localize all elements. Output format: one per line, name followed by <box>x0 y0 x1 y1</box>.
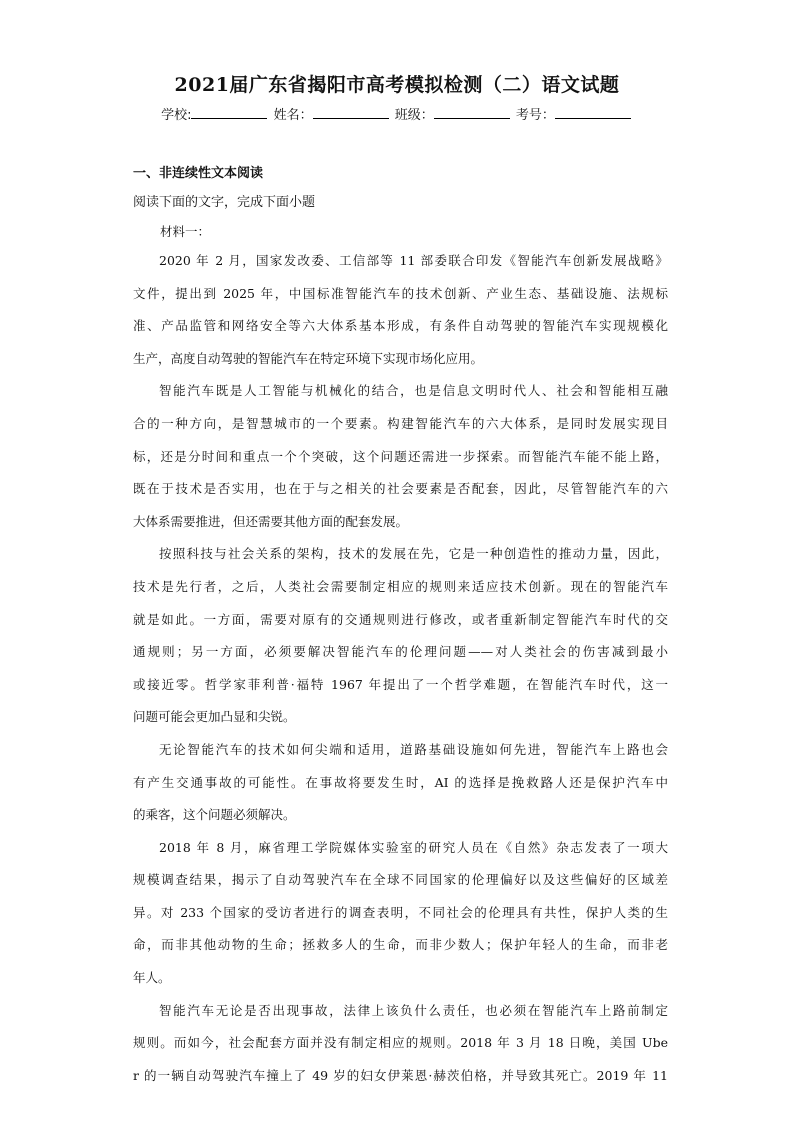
passage-line: 年人。 <box>133 970 171 986</box>
material-label: 材料一： <box>160 224 211 239</box>
passage-line: 大体系需要推进，但还需要其他方面的配套发展。 <box>133 513 409 529</box>
school-blank[interactable] <box>191 105 267 119</box>
passage-line: 2018 年 8 月，麻省理工学院媒体实验室的研究人员在《自然》杂志发表了一项大 <box>159 839 668 855</box>
passage-line: 的乘客，这个问题必须解决。 <box>133 807 296 823</box>
passage-line: 准、产品监管和网络安全等六大体系基本形成，有条件自动驾驶的智能汽车实现规模化 <box>133 318 668 334</box>
passage-line: 命，而非其他动物的生命；拯救多人的生命，而非少数人；保护年轻人的生命，而非老 <box>133 937 668 953</box>
passage-line: 生产，高度自动驾驶的智能汽车在特定环境下实现市场化应用。 <box>133 350 484 366</box>
name-label: 姓名： <box>273 108 313 123</box>
exam-title: 2021届广东省揭阳市高考模拟检测（二）语文试题 <box>174 74 620 96</box>
passage-line: 既在于技术是否实用，也在于与之相关的社会要素是否配套，因此，尽管智能汽车的六 <box>133 481 668 497</box>
passage-line: 规模调查结果，揭示了自动驾驶汽车在全球不同国家的伦理偏好以及这些偏好的区域差 <box>133 872 668 888</box>
name-blank[interactable] <box>313 105 389 119</box>
passage-line: 智能汽车既是人工智能与机械化的结合，也是信息文明时代人、社会和智能相互融 <box>159 383 668 399</box>
passage-line: 智能汽车无论是否出现事故，法律上该负什么责任，也必须在智能汽车上路前制定 <box>159 1002 668 1018</box>
exam-number-label: 考号： <box>515 108 555 123</box>
passage-line: r 的一辆自动驾驶汽车撞上了 49 岁的妇女伊莱恩·赫茨伯格，并导致其死亡。2019 年 11 <box>133 1067 668 1083</box>
passage-line: 标，还是分时间和重点一个个突破，这个问题还需进一步探索。而智能汽车能不能上路， <box>133 448 668 464</box>
passage-line: 异。对 233 个国家的受访者进行的调查表明，不同社会的伦理具有共性，保护人类的生 <box>133 904 668 920</box>
passage-line: 有产生交通事故的可能性。在事故将要发生时，AI 的选择是挽救路人还是保护汽车中 <box>133 774 668 790</box>
section-heading: 一、非连续性文本阅读 <box>133 166 264 181</box>
passage-line: 文件，提出到 2025 年，中国标准智能汽车的技术创新、产业生态、基础设施、法规标 <box>133 285 668 301</box>
passage-line: 或接近零。哲学家菲利普·福特 1967 年提出了一个哲学难题，在智能汽车时代，这一 <box>133 676 668 692</box>
passage-line: 就是如此。一方面，需要对原有的交通规则进行修改，或者重新制定智能汽车时代的交 <box>133 611 668 627</box>
passage-line: 通规则；另一方面，必须要解决智能汽车的伦理问题——对人类社会的伤害减到最小 <box>133 644 668 660</box>
passage-line: 规则。而如今，社会配套方面并没有制定相应的规则。2018 年 3 月 18 日晚，美国 Ube <box>133 1035 668 1051</box>
passage-line: 问题可能会更加凸显和尖锐。 <box>133 709 296 725</box>
reading-instruction: 阅读下面的文字，完成下面小题 <box>133 195 316 210</box>
passage-line: 按照科技与社会关系的架构，技术的发展在先，它是一种创造性的推动力量，因此， <box>159 546 668 562</box>
exam-number-blank[interactable] <box>555 105 631 119</box>
class-blank[interactable] <box>434 105 510 119</box>
passage-body <box>133 250 668 1097</box>
school-label: 学校: <box>161 108 192 123</box>
class-label: 班级： <box>394 108 434 123</box>
passage-line: 合的一种方向，是智慧城市的一个要素。构建智能汽车的六大体系，是同时发展实现目 <box>133 415 668 431</box>
student-info-line <box>0 104 794 123</box>
passage-line: 技术是先行者，之后，人类社会需要制定相应的规则来适应技术创新。现在的智能汽车 <box>133 578 668 594</box>
passage-line: 无论智能汽车的技术如何尖端和适用，道路基础设施如何先进，智能汽车上路也会 <box>159 741 668 757</box>
passage-line: 2020 年 2 月，国家发改委、工信部等 11 部委联合印发《智能汽车创新发展战略》 <box>159 253 668 268</box>
